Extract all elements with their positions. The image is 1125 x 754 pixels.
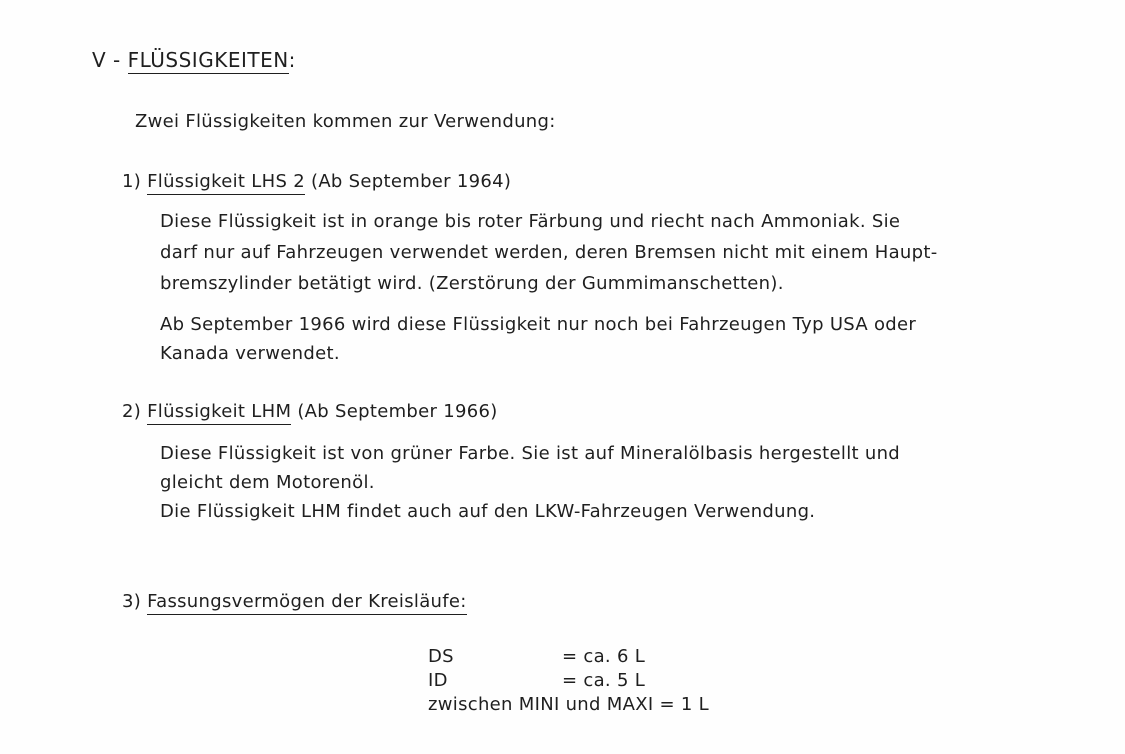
- section-prefix: V -: [92, 48, 128, 72]
- item-1-p2-line-1: Ab September 1966 wird diese Flüssigkeit nur noch bei Fahrzeugen Typ USA oder: [160, 314, 917, 335]
- item-3-number: 3): [122, 591, 142, 612]
- item-1-p2-line-2: Kanada verwendet.: [160, 343, 340, 364]
- capacity-label: DS: [428, 646, 454, 667]
- item-2-p1-line-3: Die Flüssigkeit LHM findet auch auf den LKW-Fahrzeugen Verwendung.: [160, 501, 816, 522]
- item-2-number: 2): [122, 401, 142, 422]
- section-suffix: :: [288, 48, 296, 72]
- item-1-p1-line-1: Diese Flüssigkeit ist in orange bis roter Färbung und riecht nach Ammoniak. Sie: [160, 211, 901, 232]
- item-3-heading: [122, 590, 467, 614]
- item-1-title: Flüssigkeit LHS 2: [147, 171, 305, 195]
- section-title: FLÜSSIGKEITEN: [127, 48, 289, 72]
- item-2-heading: [122, 400, 498, 424]
- item-3-title-text: Fassungsvermögen der Kreisläufe: [147, 591, 461, 612]
- intro-text: Zwei Flüssigkeiten kommen zur Verwendung:: [135, 111, 556, 132]
- item-2-p1-line-2: gleicht dem Motorenöl.: [160, 472, 375, 493]
- item-1-number: 1): [122, 171, 142, 192]
- capacity-row-ds: [428, 645, 709, 669]
- capacity-value: zwischen MINI und MAXI = 1 L: [428, 694, 709, 715]
- item-1-heading: [122, 170, 511, 194]
- item-2-note: (Ab September 1966): [297, 401, 498, 422]
- item-2-p1-line-1: Diese Flüssigkeit ist von grüner Farbe. Sie ist auf Mineralölbasis hergestellt und: [160, 443, 901, 464]
- capacity-row-mini-maxi: [428, 693, 709, 717]
- capacity-row-id: [428, 669, 709, 693]
- item-3-title: [147, 591, 467, 615]
- section-heading: [92, 48, 296, 72]
- item-1-p1-line-2: darf nur auf Fahrzeugen verwendet werden, deren Bremsen nicht mit einem Haupt-: [160, 242, 938, 263]
- item-2-title: Flüssigkeit LHM: [147, 401, 291, 425]
- item-3-title-suffix: :: [460, 591, 467, 612]
- capacity-value: = ca. 6 L: [562, 646, 646, 667]
- capacity-value: = ca. 5 L: [562, 670, 646, 691]
- capacity-label: ID: [428, 670, 448, 691]
- item-1-note: (Ab September 1964): [311, 171, 512, 192]
- item-1-p1-line-3: bremszylinder betätigt wird. (Zerstörung der Gummimanschetten).: [160, 273, 784, 294]
- capacity-table: [428, 645, 709, 717]
